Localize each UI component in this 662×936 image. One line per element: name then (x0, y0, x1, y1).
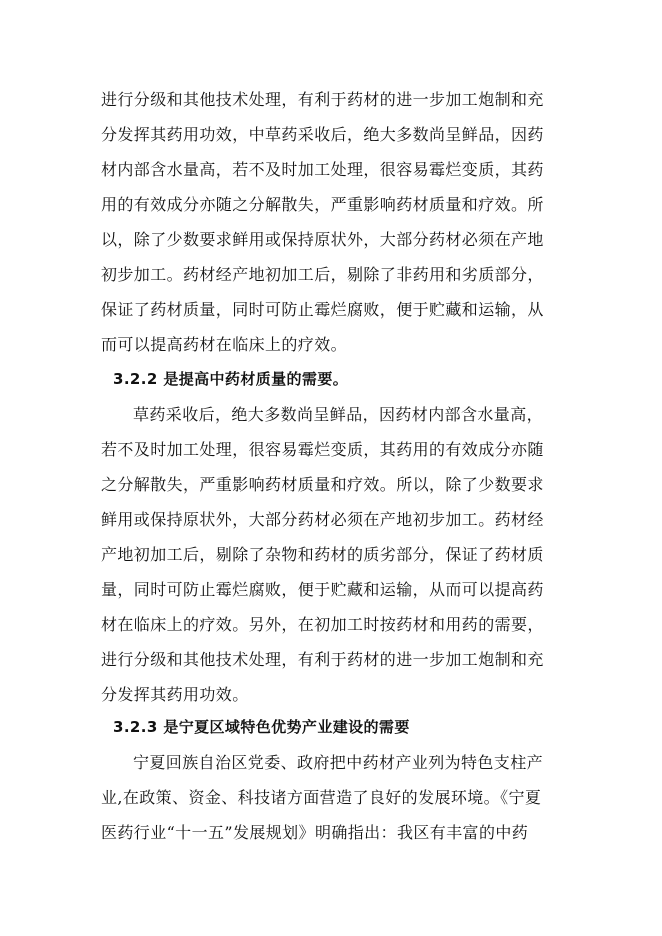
paragraph-line: 业,在政策、资金、科技诸方面营造了良好的发展环境。《宁夏 (101, 788, 542, 807)
paragraph-line: 鲜用或保持原状外，大部分药材必须在产地初步加工。药材经 (101, 510, 544, 529)
paragraph-line: 而可以提高药材在临床上的疗效。 (101, 335, 348, 354)
paragraph-line: 材内部含水量高，若不及时加工处理，很容易霉烂变质，其药 (101, 160, 544, 179)
paragraph-line: 分发挥其药用功效。 (101, 685, 249, 704)
paragraph-line: 之分解散失，严重影响药材质量和疗效。所以，除了少数要求 (101, 475, 544, 494)
paragraph-line: 进行分级和其他技术处理，有利于药材的进一步加工炮制和充 (101, 90, 544, 109)
section-heading: 3.2.2 是提高中药材质量的需要。 (113, 370, 349, 388)
paragraph-line: 用的有效成分亦随之分解散失，严重影响药材质量和疗效。所 (101, 195, 544, 214)
section-3-2-3 (101, 710, 561, 745)
paragraph-line: 进行分级和其他技术处理，有利于药材的进一步加工炮制和充 (101, 650, 544, 669)
section-3-2-2 (101, 362, 561, 397)
paragraph-line: 量，同时可防止霉烂腐败，便于贮藏和运输，从而可以提高药 (101, 580, 544, 599)
paragraph-line: 保证了药材质量，同时可防止霉烂腐败，便于贮藏和运输，从 (101, 300, 544, 319)
paragraph-1 (101, 82, 561, 362)
paragraph-line: 宁夏回族自治区党委、政府把中药材产业列为特色支柱产 (133, 753, 544, 772)
paragraph-line: 医药行业“十一五”发展规划》明确指出：我区有丰富的中药 (101, 823, 529, 842)
paragraph-3 (101, 745, 561, 850)
paragraph-line: 若不及时加工处理，很容易霉烂变质，其药用的有效成分亦随 (101, 440, 544, 459)
paragraph-line: 草药采收后，绝大多数尚呈鲜品，因药材内部含水量高， (133, 405, 544, 424)
paragraph-line: 分发挥其药用功效，中草药采收后，绝大多数尚呈鲜品，因药 (101, 125, 544, 144)
paragraph-line: 材在临床上的疗效。另外，在初加工时按药材和用药的需要， (101, 615, 544, 634)
paragraph-line: 产地初加工后，剔除了杂物和药材的质劣部分，保证了药材质 (101, 545, 544, 564)
paragraph-2 (101, 397, 561, 712)
section-heading: 3.2.3 是宁夏区域特色优势产业建设的需要 (113, 718, 410, 736)
paragraph-line: 以，除了少数要求鲜用或保持原状外，大部分药材必须在产地 (101, 230, 544, 249)
paragraph-line: 初步加工。药材经产地初加工后，剔除了非药用和劣质部分， (101, 265, 544, 284)
